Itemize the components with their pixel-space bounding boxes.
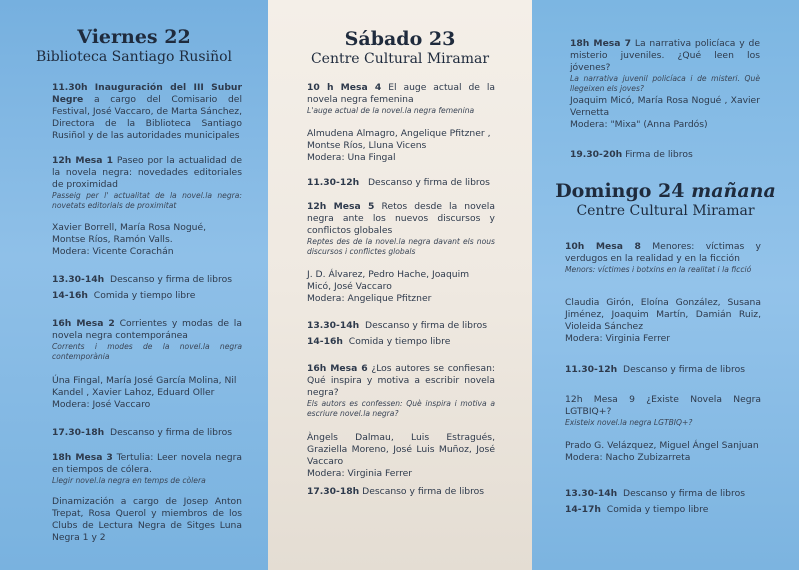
mesa5-block: [307, 201, 495, 257]
mesa7-block: [570, 38, 760, 94]
mesa3-catalan: Llegir novel.la negra en temps de còlera: [52, 476, 206, 485]
saturday-break2-text: Descanso y firma de libros: [365, 320, 487, 331]
sunday-panel: [532, 0, 799, 570]
mesa5-title: Retos desde la novela negra ante los nuevos discursos y conflictos globales: [307, 201, 495, 236]
saturday-day: Sábado 23: [344, 28, 456, 50]
mesa7-title: La narrativa policíaca y de misterio juveniles. ¿Qué leen los jóvenes?: [570, 38, 760, 73]
saturday-lunch: [307, 336, 495, 348]
mesa4-time: 10 h Mesa 4: [307, 82, 382, 93]
sunday-header: [532, 180, 799, 220]
mesa7-catalan: La narrativa juvenil policíaca i de misteri. Què llegeixen els joves?: [570, 74, 760, 93]
mesa1-moderator: Modera: Vicente Corachán: [52, 246, 174, 257]
sunday-break2: [565, 488, 761, 500]
mesa2-people-block: [52, 375, 242, 411]
mesa1-title: Paseo por la actualidad de la novela negra: novedades editoriales de proximidad: [52, 155, 242, 190]
mesa3-title: Tertulia: Leer novela negra en tiempos de cólera.: [52, 452, 242, 475]
sunday-lunch-text: Comida y tiempo libre: [606, 504, 709, 515]
mesa9-catalan: Existeix novel.la negra LGTBIQ+?: [565, 418, 693, 427]
saturday-break1: [307, 177, 495, 189]
friday-break2: [52, 427, 242, 439]
saturday-break1-text: Descanso y firma de libros: [367, 177, 490, 188]
mesa6-people-block: [307, 432, 495, 480]
firma-block: [570, 149, 760, 161]
mesa7-time: 18h Mesa 7: [570, 38, 631, 49]
mesa3-text-block: [52, 496, 242, 544]
opening-title: Inauguración del III Subur Negre: [52, 82, 242, 105]
mesa9-people-block: [565, 440, 761, 464]
friday-day: Viernes 22: [77, 26, 191, 48]
mesa5-catalan: Reptes des de la novel.la negra davant els nous discursos i conflictes globals: [307, 237, 495, 256]
mesa1-time: 12h Mesa 1: [52, 155, 113, 166]
mesa1-people-block: [52, 222, 242, 258]
mesa1-block: [52, 155, 242, 211]
friday-header: [0, 26, 268, 66]
saturday-break3: [307, 486, 495, 498]
mesa5-moderator: Modera: Angelique Pfitzner: [307, 293, 432, 304]
sunday-break1: [565, 364, 761, 376]
mesa3-block: [52, 452, 242, 486]
mesa6-catalan: Els autors es confessen: Què inspira i motiva a escriure novel.la negra?: [307, 399, 495, 418]
mesa3-text: Dinamización a cargo de Josep Anton Trepat, Rosa Querol y miembros de los Clubs de Lectura Negra de Sitges Luna Negra 1 y 2: [52, 496, 242, 543]
sunday-venue: Centre Cultural Miramar: [576, 203, 755, 219]
mesa9-block: [565, 394, 761, 428]
mesa8-time: 10h Mesa 8: [565, 241, 641, 252]
opening-block: [52, 82, 242, 142]
mesa8-people: Claudia Girón, Eloína González, Susana Jiménez, Joaquim Martín, Damián Ruiz, Violeida Sánchez: [565, 297, 761, 332]
mesa2-catalan: Corrents i modes de la novel.la negra contemporània: [52, 342, 242, 361]
mesa7-people-block: [570, 95, 760, 131]
friday-break2-text: Descanso y firma de libros: [110, 427, 232, 438]
saturday-break2: [307, 320, 495, 332]
friday-break1-time: 13.30-14h: [52, 274, 105, 285]
mesa2-title: Corrientes y modas de la novela negra contemporánea: [52, 318, 242, 341]
mesa4-title: El auge actual de la novela negra femenina: [307, 82, 496, 105]
saturday-venue: Centre Cultural Miramar: [310, 51, 490, 67]
opening-time: 11.30h: [52, 82, 88, 93]
saturday-lunch-text: Comida y tiempo libre: [348, 336, 451, 347]
mesa4-block: [307, 82, 495, 116]
mesa8-people-block: [565, 297, 761, 345]
saturday-break3-text: Descanso y firma de libros: [362, 486, 485, 497]
sunday-day-line: [532, 180, 799, 202]
saturday-header: [268, 28, 532, 68]
mesa8-moderator: Modera: Virginia Ferrer: [565, 333, 671, 344]
friday-venue: Biblioteca Santiago Rusiñol: [35, 49, 233, 65]
mesa8-title: Menores: víctimas y verdugos en la realidad y en la ficción: [565, 241, 761, 264]
mesa2-people: Úna Fingal, María José García Molina, Nil Kandel , Xavier Lahoz, Eduard Oller: [52, 375, 237, 398]
firma-text: Firma de libros: [625, 149, 693, 160]
saturday-break3-time: 17.30-18h: [307, 486, 360, 497]
saturday-lunch-time: 14-16h: [307, 336, 343, 347]
sunday-break2-time: 13.30-14h: [565, 488, 618, 499]
mesa9-title: ¿Existe Novela Negra LGTBIQ+?: [565, 394, 761, 417]
mesa6-people: Àngels Dalmau, Luis Estragués, Graziella Moreno, José Luis Muñoz, José Vaccaro: [307, 432, 495, 467]
mesa8-block: [565, 241, 761, 275]
sunday-day: Domingo 24: [555, 180, 685, 202]
mesa9-people: Prado G. Velázquez, Miguel Ángel Sanjuan: [565, 440, 759, 451]
sunday-lunch-time: 14-17h: [565, 504, 601, 515]
mesa6-moderator: Modera: Virginia Ferrer: [307, 468, 413, 479]
mesa2-moderator: Modera: José Vaccaro: [52, 399, 151, 410]
mesa7-moderator: Modera: "Mixa" (Anna Pardós): [570, 119, 708, 130]
friday-lunch-time: 14-16h: [52, 290, 88, 301]
opening-text: a cargo del Comisario del Festival, José Vaccaro, de Marta Sánchez, Directora de la Biblioteca Santiago Rusiñol y de las autoridades municipales: [52, 94, 243, 141]
mesa3-time: 18h Mesa 3: [52, 452, 113, 463]
mesa9-moderator: Modera: Nacho Zubizarreta: [565, 452, 691, 463]
friday-panel: [0, 0, 268, 570]
mesa4-catalan: L'auge actual de la novel.la negra femenina: [307, 106, 475, 115]
mesa5-time: 12h Mesa 5: [307, 201, 375, 212]
firma-time: 19.30-20h: [570, 149, 623, 160]
saturday-panel: [268, 0, 532, 570]
sunday-break2-text: Descanso y firma de libros: [623, 488, 745, 499]
friday-break1-text: Descanso y firma de libros: [110, 274, 232, 285]
mesa5-people: J. D. Álvarez, Pedro Hache, Joaquim Micó, José Vaccaro: [307, 269, 470, 292]
mesa1-catalan: Passeig per l' actualitat de la novel.la negra: novetats editorials de proximitat: [52, 191, 242, 210]
mesa6-title: ¿Los autores se confiesan: Qué inspira y motiva a escribir novela negra?: [307, 363, 495, 398]
mesa4-moderator: Modera: Una Fingal: [307, 152, 396, 163]
mesa4-people: Almudena Almagro, Angelique Pfitzner , Montse Ríos, Lluna Vicens: [307, 128, 491, 151]
mesa1-people: Xavier Borrell, María Rosa Nogué, Montse Ríos, Ramón Valls.: [52, 222, 207, 245]
friday-break1: [52, 274, 242, 286]
friday-break2-time: 17.30-18h: [52, 427, 105, 438]
mesa6-time: 16h Mesa 6: [307, 363, 368, 374]
saturday-break1-time: 11.30-12h: [307, 177, 360, 188]
sunday-break1-text: Descanso y firma de libros: [623, 364, 745, 375]
sunday-break1-time: 11.30-12h: [565, 364, 618, 375]
mesa9-time: 12h Mesa 9: [565, 394, 635, 405]
mesa2-block: [52, 318, 242, 362]
mesa6-block: [307, 363, 495, 419]
mesa4-people-block: [307, 128, 495, 164]
saturday-break2-time: 13.30-14h: [307, 320, 360, 331]
sunday-lunch: [565, 504, 761, 516]
sunday-day-suffix: mañana: [691, 180, 776, 202]
friday-lunch-text: Comida y tiempo libre: [93, 290, 196, 301]
mesa5-people-block: [307, 269, 495, 305]
mesa2-time: 16h Mesa 2: [52, 318, 115, 329]
mesa7-people: Joaquim Micó, María Rosa Nogué , Xavier Vernetta: [570, 95, 760, 118]
friday-lunch: [52, 290, 242, 302]
mesa8-catalan: Menors: víctimes i botxins en la realitat i la ficció: [565, 265, 752, 274]
